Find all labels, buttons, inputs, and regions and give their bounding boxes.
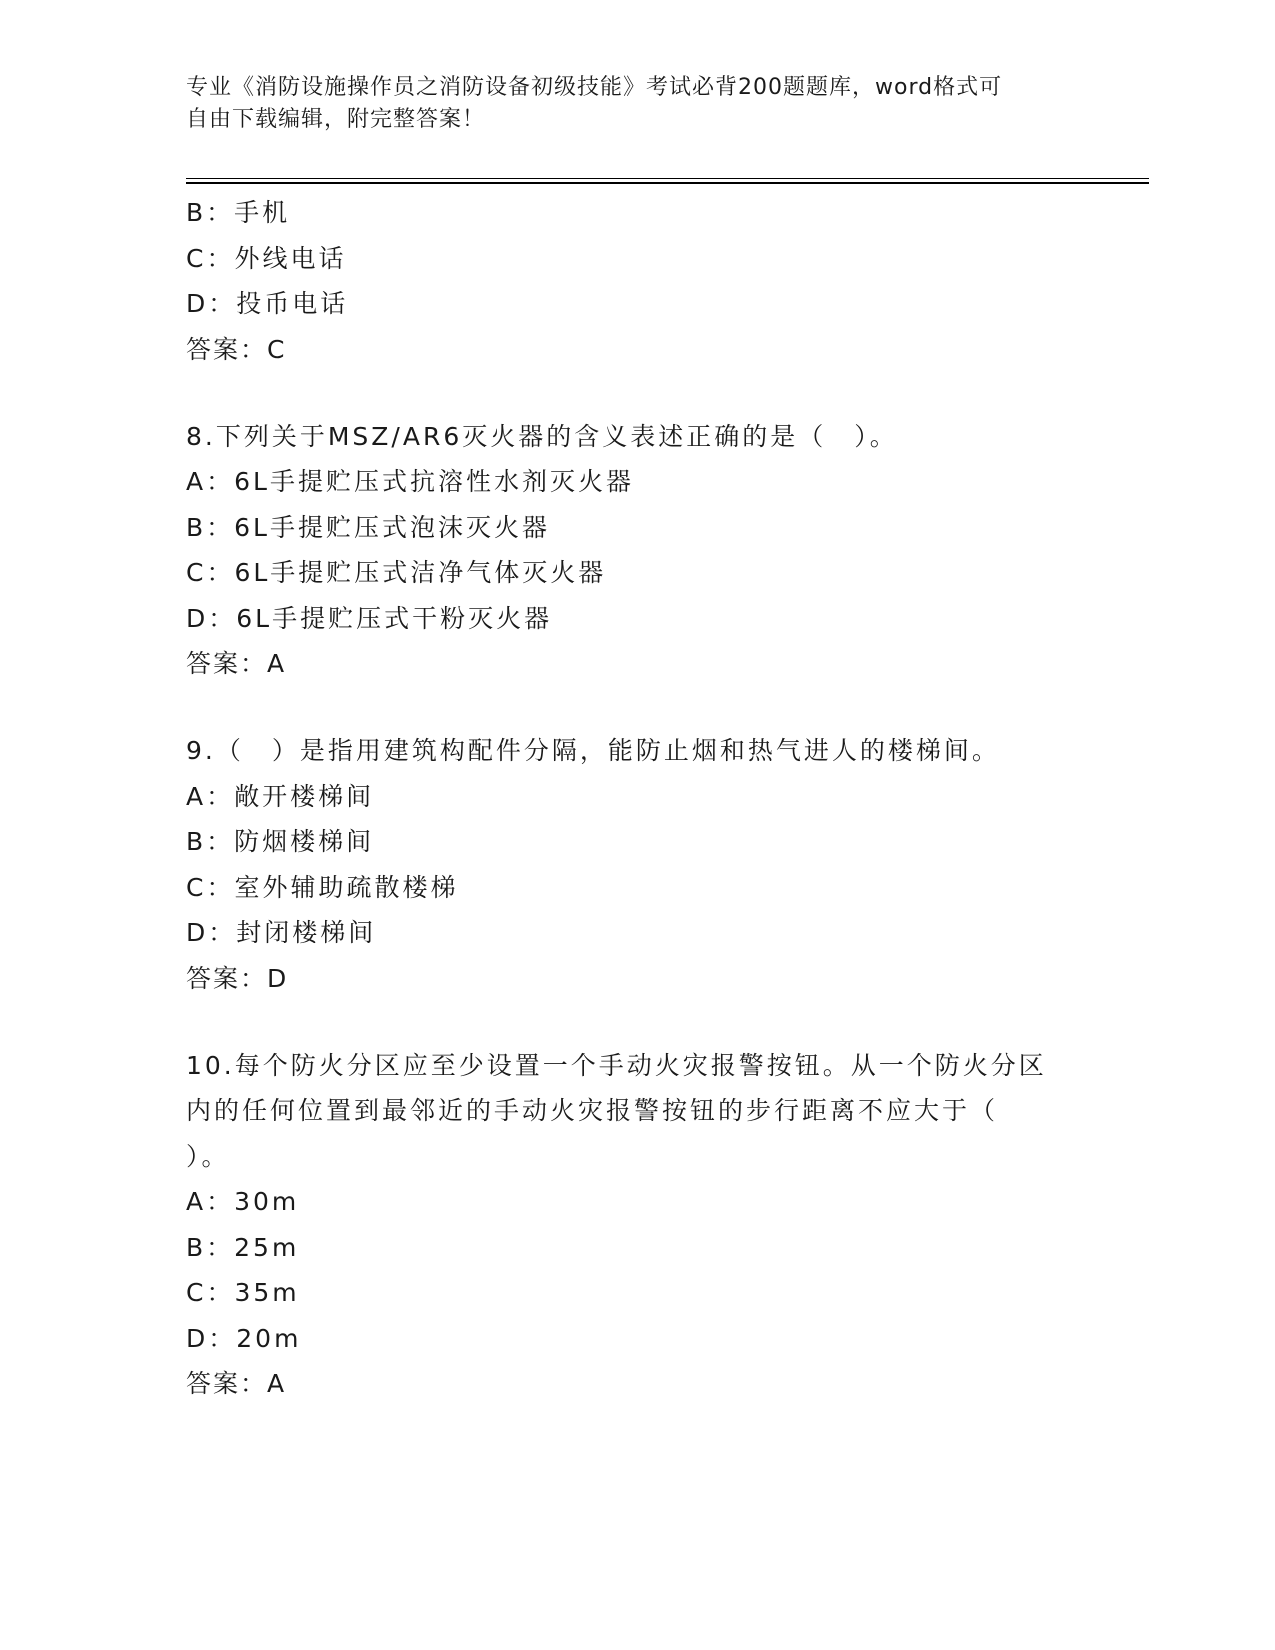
- option-c: [186, 1270, 1076, 1316]
- answer-line: 答案：A: [186, 649, 287, 678]
- option-c: [186, 550, 1076, 596]
- option-text: 室外辅助疏散楼梯: [234, 872, 459, 902]
- option-label: D：: [186, 603, 237, 633]
- question-9: [186, 728, 1076, 1002]
- question-7-tail: [186, 190, 1076, 373]
- option-label: A：: [186, 1187, 235, 1216]
- option-a: [186, 774, 1076, 820]
- option-label: C：: [186, 872, 235, 902]
- option-d: [186, 1316, 1076, 1362]
- option-text: 6L手提贮压式抗溶性水剂灭火器: [234, 467, 634, 496]
- option-text: 25m: [234, 1232, 300, 1262]
- header-title-line-1: 专业《消防设施操作员之消防设备初级技能》考试必背200题题库，word格式可: [186, 75, 1003, 100]
- option-label: A：: [186, 467, 235, 496]
- option-text: 6L手提贮压式泡沫灭火器: [234, 512, 550, 542]
- question-stem: 8.下列关于MSZ/AR6灭火器的含义表述正确的是（ ）。: [186, 421, 898, 451]
- option-text: 投币电话: [236, 289, 349, 318]
- option-b: [186, 505, 1076, 551]
- spacer: [186, 373, 1076, 414]
- option-text: 6L手提贮压式洁净气体灭火器: [234, 558, 607, 587]
- option-d: [186, 596, 1076, 642]
- option-text: 30m: [234, 1187, 300, 1216]
- question-content: [186, 190, 1076, 1407]
- option-label: D：: [186, 289, 237, 318]
- option-d: [186, 281, 1076, 327]
- option-text: 封闭楼梯间: [236, 918, 377, 947]
- spacer: [186, 687, 1076, 728]
- option-d: [186, 910, 1076, 956]
- question-stem-line-1: 10.每个防火分区应至少设置一个手动火灾报警按钮。从一个防火分区: [186, 1050, 1047, 1080]
- option-label: A：: [186, 781, 235, 811]
- option-label: B：: [186, 198, 235, 227]
- question-stem-line-2: 内的任何位置到最邻近的手动火灾报警按钮的步行距离不应大于（: [186, 1096, 999, 1125]
- answer-line: 答案：D: [186, 963, 289, 993]
- spacer: [186, 1002, 1076, 1043]
- option-b: [186, 819, 1076, 865]
- option-label: B：: [186, 1232, 235, 1262]
- option-b: [186, 190, 1076, 236]
- header-divider-thin: [186, 178, 1149, 179]
- option-c: [186, 236, 1076, 282]
- option-a: [186, 459, 1076, 505]
- option-text: 防烟楼梯间: [234, 827, 375, 856]
- question-10: [186, 1043, 1076, 1408]
- option-label: C：: [186, 558, 235, 587]
- question-stem: 9.（ ）是指用建筑构配件分隔，能防止烟和热气进人的楼梯间。: [186, 736, 1000, 765]
- question-8: [186, 414, 1076, 688]
- question-stem-line-3: ）。: [186, 1141, 230, 1171]
- option-text: 外线电话: [234, 243, 347, 273]
- option-b: [186, 1225, 1076, 1271]
- option-a: [186, 1179, 1076, 1225]
- option-label: B：: [186, 827, 235, 856]
- option-text: 手机: [234, 198, 291, 227]
- option-label: C：: [186, 1278, 235, 1307]
- document-header: [186, 72, 1086, 136]
- option-label: D：: [186, 918, 237, 947]
- option-label: C：: [186, 243, 235, 273]
- option-text: 6L手提贮压式干粉灭火器: [236, 603, 553, 633]
- answer-line: 答案：A: [186, 1369, 287, 1398]
- option-label: B：: [186, 512, 235, 542]
- option-text: 敞开楼梯间: [234, 781, 375, 811]
- header-divider-thick: [186, 182, 1149, 184]
- answer-line: 答案：C: [186, 334, 287, 364]
- header-title-line-2: 自由下载编辑，附完整答案！: [186, 107, 486, 132]
- option-c: [186, 865, 1076, 911]
- option-text: 35m: [234, 1278, 300, 1307]
- option-text: 20m: [236, 1323, 302, 1353]
- option-label: D：: [186, 1323, 237, 1353]
